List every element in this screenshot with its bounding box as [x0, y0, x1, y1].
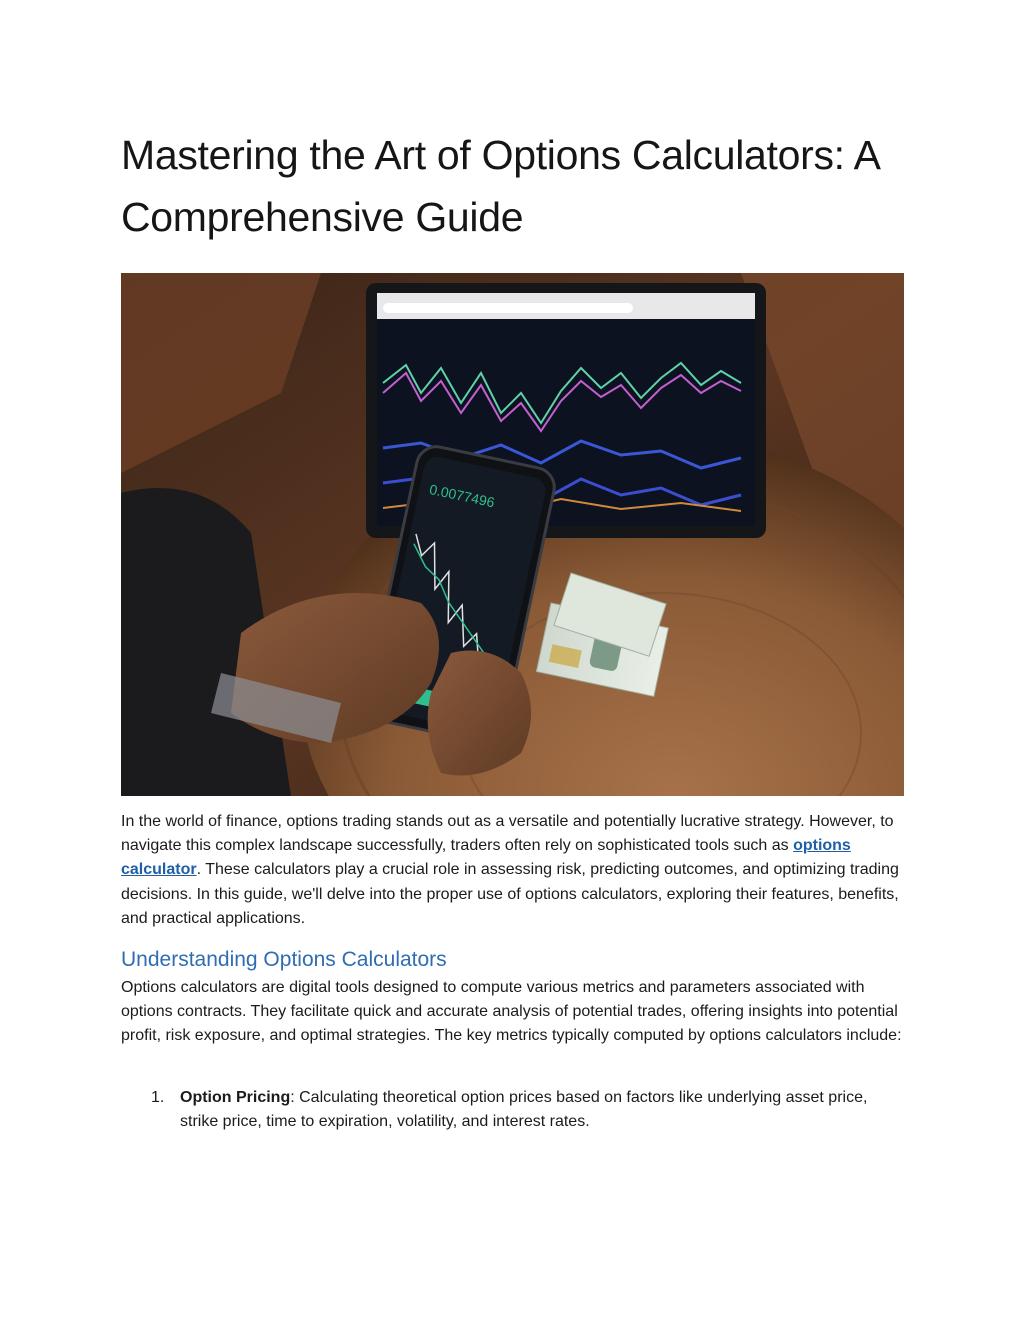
section-heading: Understanding Options Calculators: [121, 948, 447, 971]
list-item-term: Option Pricing: [180, 1089, 291, 1106]
hero-image: [121, 273, 904, 796]
options-calculator-link[interactable]: options calculator: [121, 837, 851, 879]
phone-price: 0.0077496: [428, 480, 497, 511]
list-item-number: 1.: [151, 1089, 165, 1106]
intro-paragraph: [121, 810, 905, 931]
list-item-text: : Calculating theoretical option prices based on factors like underlying asset price, strike price, time to expiration, volatility, and interest rates.: [180, 1089, 868, 1131]
list-item: [121, 1086, 905, 1134]
intro-text-start: In the world of finance, options trading stands out as a versatile and potentially lucrative strategy. However, to navigate this complex landscape successfully, traders often rely on sophisticated tools such as: [121, 813, 894, 855]
intro-text-end: . These calculators play a crucial role in assessing risk, predicting outcomes, and optimizing trading decisions. In this guide, we'll delve into the proper use of options calculators, exploring their features, benefits, and practical applications.: [121, 861, 899, 927]
page-title: Mastering the Art of Options Calculators: A Comprehensive Guide: [121, 132, 879, 240]
metrics-list: [121, 1086, 905, 1134]
section-paragraph: Options calculators are digital tools designed to compute various metrics and parameters associated with options contracts. They facilitate quick and accurate analysis of potential trades, offering insights into potential profit, risk exposure, and optimal strategies. The key metrics typically computed by options calculators include:: [121, 979, 902, 1045]
